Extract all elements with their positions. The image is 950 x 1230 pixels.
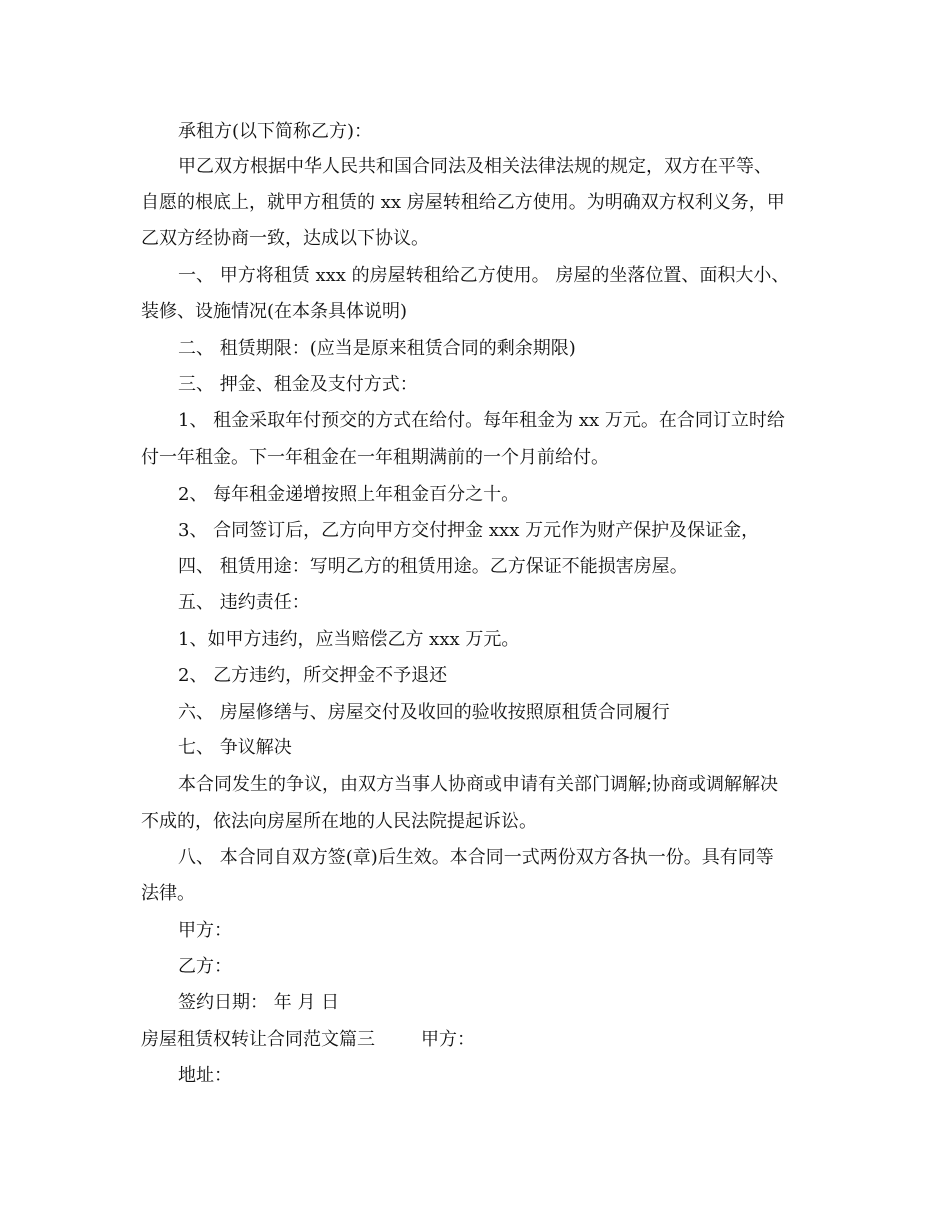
clause-3-line: 三、 押金、租金及支付方式：: [178, 374, 418, 395]
signing-date: 签约日期： 年 月 日: [178, 992, 340, 1013]
clause-7-line: 七、 争议解决: [178, 737, 292, 758]
party-b-signature: 乙方：: [178, 956, 232, 977]
clause-8-line: 八、 本合同自双方签(章)后生效。本合同一式两份双方各执一份。具有同等: [178, 847, 774, 868]
party-a-signature: 甲方：: [178, 920, 232, 941]
clause-3-item-1: 付一年租金。下一年租金在一年租期满前的一个月前给付。: [141, 447, 609, 468]
clause-7-text: 本合同发生的争议，由双方当事人协商或申请有关部门调解;协商或调解解决: [178, 774, 779, 795]
clause-5-line: 五、 违约责任：: [178, 592, 310, 613]
clause-1-line: 装修、设施情况(在本条具体说明): [141, 301, 408, 322]
clause-5-item-2: 2、 乙方违约，所交押金不予退还: [178, 665, 448, 686]
clause-3-item-2: 2、 每年租金递增按照上年租金百分之十。: [178, 484, 520, 505]
clause-5-item-1: 1、如甲方违约，应当赔偿乙方 xxx 万元。: [178, 629, 520, 650]
clause-3-item-3: 3、 合同签订后，乙方向甲方交付押金 xxx 万元作为财产保护及保证金，: [178, 520, 760, 541]
clause-3-item-1: 1、 租金采取年付预交的方式在给付。每年租金为 xx 万元。在合同订立时给: [178, 410, 785, 431]
lessee-line: 承租方(以下简称乙方)：: [178, 121, 373, 142]
paragraph-line: 乙双方经协商一致，达成以下协议。: [141, 228, 429, 249]
section-title: 房屋租赁权转让合同范文篇三: [141, 1029, 375, 1050]
clause-7-text: 不成的，依法向房屋所在地的人民法院提起诉讼。: [141, 811, 537, 832]
paragraph-line: 甲乙双方根据中华人民共和国合同法及相关法律法规的规定，双方在平等、: [178, 156, 772, 177]
paragraph-line: 自愿的根底上，就甲方租赁的 xx 房屋转租给乙方使用。为明确双方权利义务，甲: [141, 192, 785, 213]
clause-6-line: 六、 房屋修缮与、房屋交付及收回的验收按照原租赁合同履行: [178, 702, 670, 723]
clause-1-line: 一、 甲方将租赁 xxx 的房屋转租给乙方使用。 房屋的坐落位置、面积大小、: [178, 265, 790, 286]
clause-4-line: 四、 租赁用途：写明乙方的租赁用途。乙方保证不能损害房屋。: [178, 556, 688, 577]
clause-8-line: 法律。: [141, 883, 195, 904]
address-line: 地址：: [178, 1065, 232, 1086]
section-party: 甲方：: [421, 1029, 475, 1050]
clause-2-line: 二、 租赁期限：(应当是原来租赁合同的剩余期限): [178, 338, 576, 359]
